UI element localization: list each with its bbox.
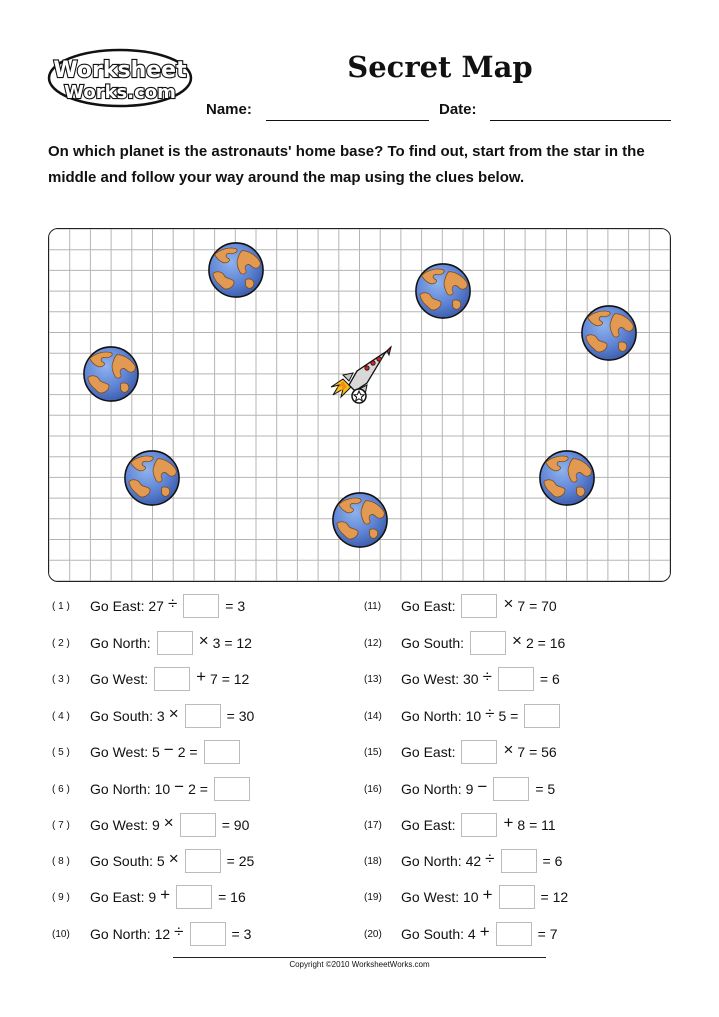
clue-row [399, 667, 562, 691]
clue-number: (17) [364, 820, 382, 831]
clue-number: ( 2 ) [52, 638, 70, 649]
clue-row [399, 849, 564, 873]
operator-symbol: − [174, 776, 185, 796]
answer-box[interactable] [190, 922, 226, 946]
clue-text: 2 = 16 [525, 635, 566, 651]
clue-text: 8 = 11 [517, 817, 556, 833]
clue-text: Go South: 3 [90, 708, 165, 724]
clue-text: = 3 [225, 598, 246, 614]
answer-box[interactable] [185, 849, 221, 873]
clue-text: Go West: 9 [90, 817, 160, 833]
clue-row [399, 922, 560, 946]
answer-box[interactable] [493, 777, 529, 801]
answer-box[interactable] [461, 813, 497, 837]
clue-text: Go North: 42 [401, 853, 482, 869]
clue-row [88, 594, 247, 618]
clue-number: ( 3 ) [52, 674, 70, 685]
answer-box[interactable] [157, 631, 193, 655]
grid-map [48, 228, 671, 582]
operator-symbol: × [503, 593, 514, 613]
clue-row [88, 667, 251, 691]
operator-symbol: × [198, 630, 209, 650]
answer-box[interactable] [154, 667, 190, 691]
clue-row [399, 777, 557, 801]
clue-row [88, 885, 248, 909]
planet-icon [331, 491, 389, 549]
clue-text: Go North: 10 [90, 781, 171, 797]
operator-symbol: − [477, 776, 488, 796]
answer-box[interactable] [461, 594, 497, 618]
clue-text: Go East: [401, 817, 456, 833]
clue-text: = 7 [537, 926, 558, 942]
answer-box[interactable] [176, 885, 212, 909]
operator-symbol: × [168, 848, 179, 868]
clue-text: Go East: 27 [90, 598, 164, 614]
clue-text: Go West: [90, 671, 149, 687]
operator-symbol: ÷ [174, 921, 184, 941]
logo-text-line1: Worksheet [53, 58, 187, 83]
clue-text: 7 = 56 [517, 744, 557, 760]
worksheetworks-logo [47, 48, 193, 108]
clue-text: = 90 [221, 817, 250, 833]
clue-number: (11) [364, 601, 382, 612]
clue-number: ( 4 ) [52, 711, 70, 722]
clue-number: ( 1 ) [52, 601, 70, 612]
clue-text: = 6 [539, 671, 560, 687]
clue-number: (16) [364, 784, 382, 795]
clue-text: 2 = [177, 744, 198, 760]
clue-text: = 5 [535, 781, 556, 797]
operator-symbol: × [512, 630, 522, 650]
answer-box[interactable] [470, 631, 506, 655]
planet-icon [580, 304, 638, 362]
clue-number: (18) [364, 856, 382, 867]
answer-box[interactable] [499, 885, 535, 909]
operator-symbol: × [503, 739, 514, 759]
clue-row [399, 631, 567, 655]
clue-number: (15) [364, 747, 382, 758]
clue-text: Go East: 9 [90, 889, 157, 905]
logo-text-line2: Works.com [64, 82, 176, 103]
answer-box[interactable] [185, 704, 221, 728]
clue-text: Go North: 10 [401, 708, 482, 724]
operator-symbol: × [168, 703, 179, 723]
clue-row [399, 813, 558, 837]
planet-icon [82, 345, 140, 403]
clue-text: = 3 [231, 926, 252, 942]
operator-symbol: + [160, 884, 171, 904]
clue-text: = 12 [540, 889, 569, 905]
operator-symbol: ÷ [485, 703, 495, 723]
rocket-icon [329, 341, 397, 405]
answer-box[interactable] [214, 777, 250, 801]
clue-row [399, 885, 570, 909]
instructions: On which planet is the astronauts' home base? To find out, start from the star in the middle and follow your way around the map using the clues below. [48, 143, 645, 186]
name-label: Name: [206, 101, 252, 118]
clue-number: ( 6 ) [52, 784, 70, 795]
planet-icon [414, 262, 472, 320]
clue-row [399, 594, 559, 618]
answer-box[interactable] [498, 667, 534, 691]
copyright: Copyright ©2010 WorksheetWorks.com [289, 960, 430, 969]
date-field-line[interactable] [490, 120, 671, 121]
answer-box[interactable] [524, 704, 560, 728]
operator-symbol: ÷ [482, 666, 492, 686]
answer-box[interactable] [183, 594, 219, 618]
clue-text: Go West: 5 [90, 744, 160, 760]
clue-text: 3 = 12 [212, 635, 252, 651]
clue-number: (13) [364, 674, 382, 685]
clue-text: Go South: [401, 635, 465, 651]
name-field-line[interactable] [266, 120, 429, 121]
clue-text: = 16 [218, 889, 246, 905]
clue-text: Go South: 4 [401, 926, 476, 942]
clue-number: ( 8 ) [52, 856, 70, 867]
answer-box[interactable] [501, 849, 537, 873]
clue-row [88, 777, 254, 801]
planet-icon [123, 449, 181, 507]
clue-number: ( 7 ) [52, 820, 70, 831]
clue-text: 7 = 12 [210, 671, 250, 687]
operator-symbol: ÷ [485, 848, 495, 868]
page-title: Secret Map [347, 50, 533, 84]
planet-icon [207, 241, 265, 299]
clue-row [88, 849, 256, 873]
clue-text: 2 = [188, 781, 208, 797]
clue-number: (19) [364, 892, 382, 903]
answer-box[interactable] [461, 740, 497, 764]
clue-text: Go North: [90, 635, 151, 651]
operator-symbol: + [196, 666, 207, 686]
clue-text: = 25 [226, 853, 255, 869]
operator-symbol: + [503, 812, 514, 832]
planet-icon [538, 449, 596, 507]
operator-symbol: + [479, 921, 490, 941]
footer-divider [173, 957, 546, 958]
clue-text: Go East: [401, 744, 456, 760]
operator-symbol: − [163, 739, 174, 759]
clue-text: Go West: 10 [401, 889, 479, 905]
answer-box[interactable] [204, 740, 240, 764]
clue-text: 5 = [498, 708, 519, 724]
operator-symbol: × [163, 812, 174, 832]
clue-number: (12) [364, 638, 382, 649]
clue-row [88, 631, 254, 655]
clue-row [88, 813, 251, 837]
answer-box[interactable] [180, 813, 216, 837]
clue-text: = 30 [226, 708, 255, 724]
clue-row [399, 740, 559, 764]
clue-text: Go North: 12 [90, 926, 171, 942]
clue-text: = 6 [542, 853, 563, 869]
clue-text: 7 = 70 [517, 598, 557, 614]
clue-text: Go West: 30 [401, 671, 479, 687]
operator-symbol: ÷ [167, 593, 178, 613]
clue-number: ( 5 ) [52, 747, 70, 758]
clue-number: (10) [52, 929, 70, 940]
clue-text: Go South: 5 [90, 853, 165, 869]
star-icon [352, 389, 366, 403]
date-label: Date: [439, 101, 477, 118]
clue-text: Go East: [401, 598, 456, 614]
clue-row [88, 922, 253, 946]
clue-number: (14) [364, 711, 382, 722]
answer-box[interactable] [496, 922, 532, 946]
clue-row [88, 740, 244, 764]
clue-text: Go North: 9 [401, 781, 474, 797]
clue-number: (20) [364, 929, 382, 940]
clue-row [399, 704, 564, 728]
clue-number: ( 9 ) [52, 892, 70, 903]
clue-row [88, 704, 256, 728]
operator-symbol: + [482, 884, 493, 904]
